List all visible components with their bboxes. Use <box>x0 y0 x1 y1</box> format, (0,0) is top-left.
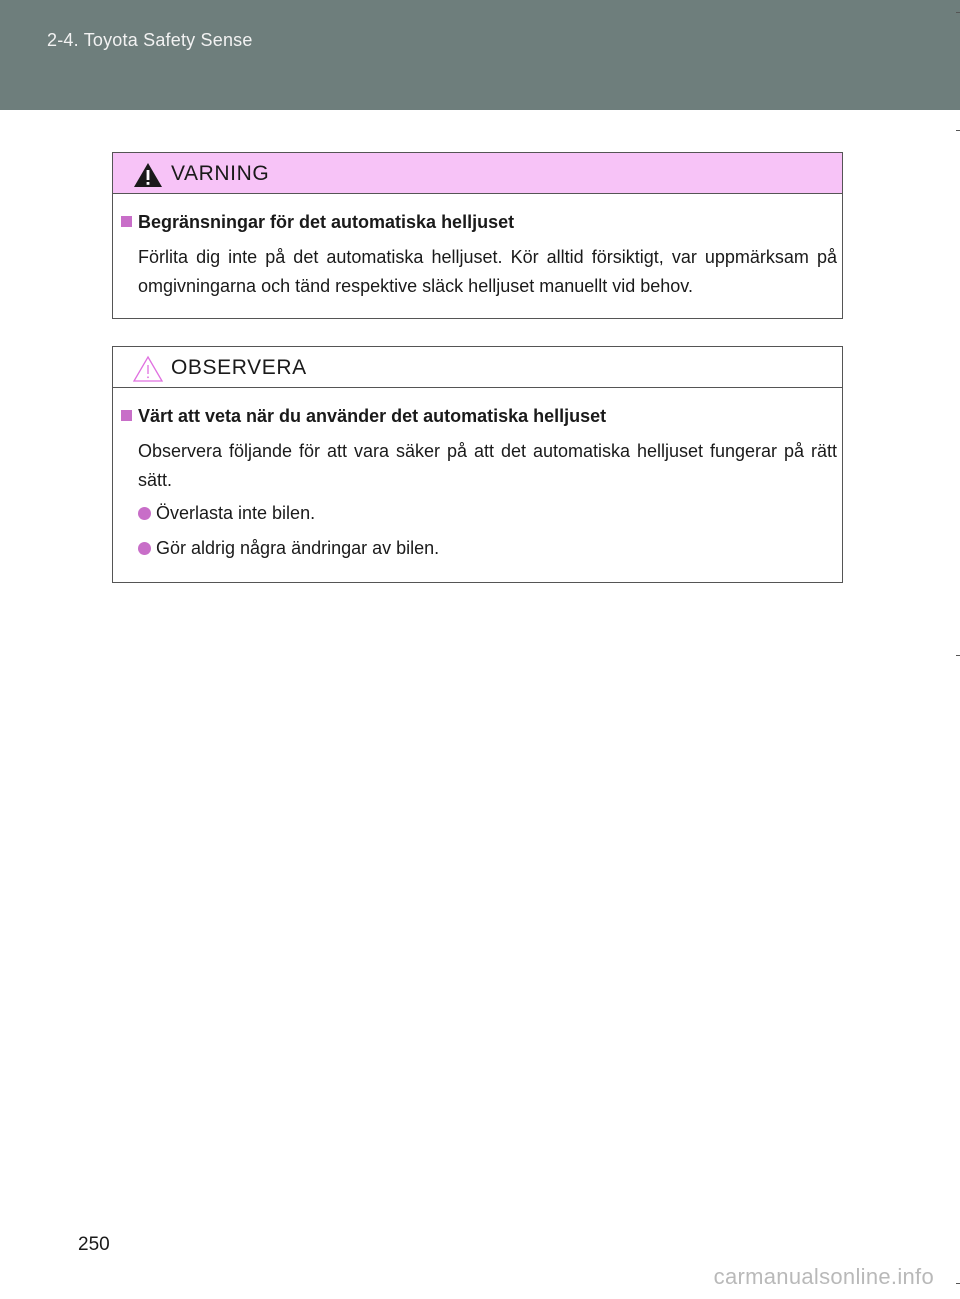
warning-heading-text: Begränsningar för det automatiska helljuset <box>138 212 515 232</box>
warning-heading <box>121 212 514 233</box>
notice-heading-text: Värt att veta när du använder det automatiska helljuset <box>138 406 607 426</box>
warning-paragraph: Förlita dig inte på det automatiska helljuset. Kör alltid försiktigt, var uppmärksam på omgivningarna och tänd respektive släck helljuset manuellt vid behov. <box>138 247 837 296</box>
page-header-band <box>0 0 960 110</box>
crop-mark <box>956 1283 960 1284</box>
warning-box <box>112 152 843 319</box>
warning-header <box>113 153 842 194</box>
notice-label: OBSERVERA <box>171 356 307 379</box>
list-item: Överlasta inte bilen. <box>138 503 315 524</box>
notice-paragraph: Observera följande för att vara säker på att det automatiska helljuset fungerar på rätt sätt. <box>138 441 837 490</box>
notice-box <box>112 346 843 583</box>
square-bullet-icon <box>121 410 132 421</box>
warning-label: VARNING <box>171 162 270 185</box>
circle-bullet-icon <box>138 507 151 520</box>
warning-triangle-icon <box>132 161 164 189</box>
crop-mark <box>956 130 960 131</box>
circle-bullet-icon <box>138 542 151 555</box>
section-title: 2-4. Toyota Safety Sense <box>47 30 253 50</box>
page-number: 250 <box>78 1234 110 1255</box>
caution-triangle-icon <box>132 355 164 383</box>
square-bullet-icon <box>121 216 132 227</box>
watermark: carmanualsonline.info <box>713 1264 934 1289</box>
notice-header <box>113 347 842 388</box>
crop-mark <box>956 12 960 13</box>
notice-heading <box>121 406 606 427</box>
list-item: Gör aldrig några ändringar av bilen. <box>138 538 439 559</box>
crop-mark <box>956 655 960 656</box>
